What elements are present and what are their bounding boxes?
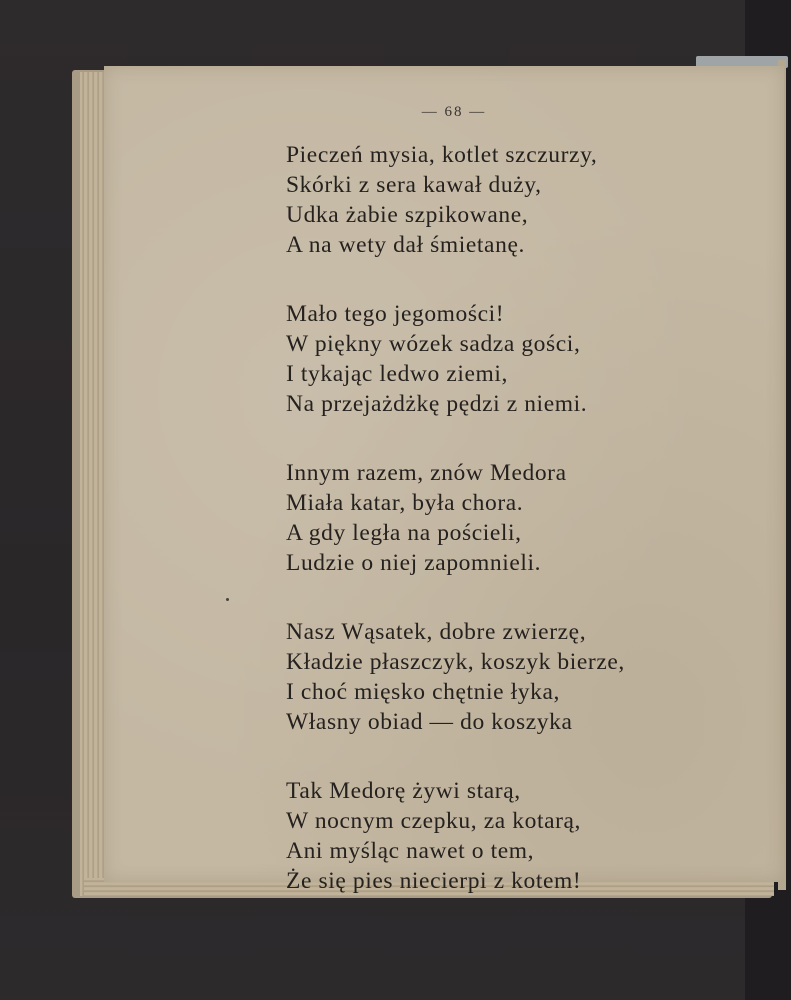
poem-text: [286, 140, 756, 935]
poem-line: Mało tego jegomości!: [286, 301, 505, 327]
poem-line: Tak Medorę żywi starą,: [286, 778, 521, 804]
page-number: — 68 —: [421, 104, 487, 120]
poem-line: I choć mięsko chętnie łyka,: [286, 679, 560, 705]
poem-line: Nasz Wąsatek, dobre zwierzę,: [286, 619, 587, 645]
poem-line: Ani myśląc nawet o tem,: [286, 838, 535, 864]
ink-speck: [226, 598, 229, 601]
poem-line: I tykając ledwo ziemi,: [286, 361, 509, 387]
poem-line: W piękny wózek sadza gości,: [286, 331, 581, 357]
poem-line: W nocnym czepku, za kotarą,: [286, 808, 582, 834]
poem-line: Skórki z sera kawał duży,: [286, 172, 542, 198]
poem-line: Własny obiad — do koszyka: [286, 709, 573, 735]
poem-line: Ludzie o niej zapomnieli.: [286, 550, 542, 576]
stanza-3: [286, 458, 756, 578]
stanza-2: [286, 299, 756, 419]
stanza-5: [286, 776, 756, 896]
poem-line: A na wety dał śmietanę.: [286, 232, 525, 258]
stanza-4: [286, 617, 756, 737]
poem-line: Że się pies niecierpi z kotem!: [286, 868, 582, 894]
poem-line: A gdy legła na pościeli,: [286, 520, 522, 546]
poem-line: Udka żabie szpikowane,: [286, 202, 529, 228]
poem-line: Miała katar, była chora.: [286, 490, 524, 516]
stanza-1: [286, 140, 756, 260]
poem-line: Kładzie płaszczyk, koszyk bierze,: [286, 649, 625, 675]
poem-line: Pieczeń mysia, kotlet szczurzy,: [286, 142, 598, 168]
poem-line: Innym razem, znów Medora: [286, 460, 567, 486]
poem-line: Na przejażdżkę pędzi z niemi.: [286, 391, 588, 417]
